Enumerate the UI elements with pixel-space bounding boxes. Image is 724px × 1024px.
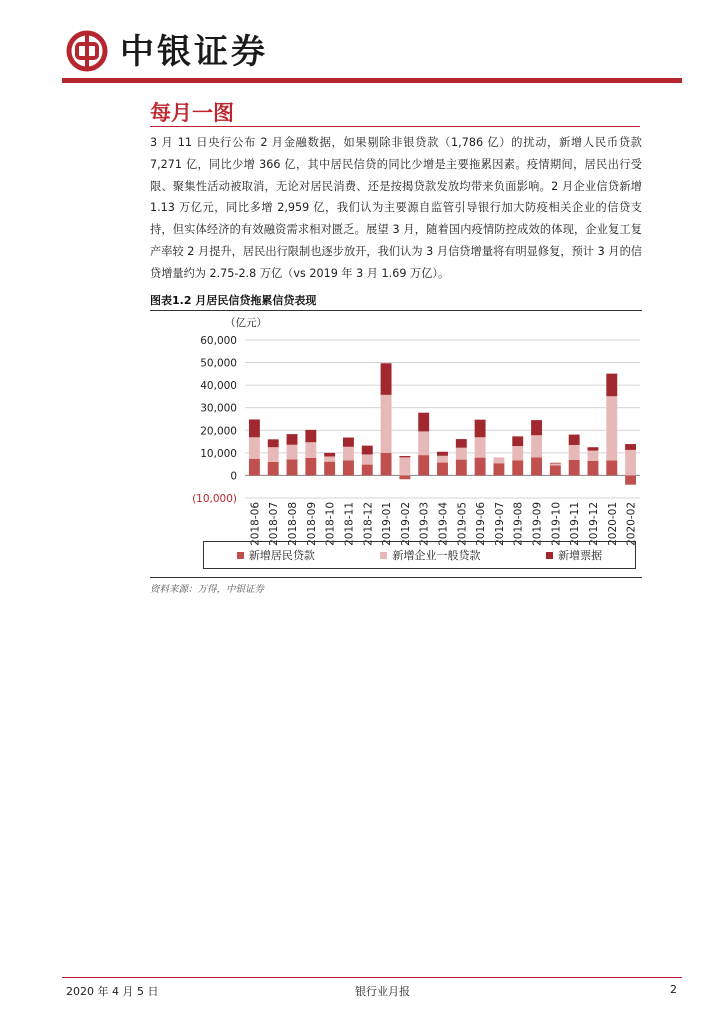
bar-segment xyxy=(550,463,561,464)
bar-segment xyxy=(606,396,617,460)
footer-page-number: 2 xyxy=(670,983,677,996)
y-tick-label: 10,000 xyxy=(200,447,237,460)
bar-segment xyxy=(343,460,354,475)
bar-segment xyxy=(456,460,467,476)
bar-segment xyxy=(249,459,260,476)
bar-segment xyxy=(437,452,448,456)
bar-segment xyxy=(418,413,429,432)
footer-report-name: 银行业月报 xyxy=(355,985,410,998)
bar-segment xyxy=(399,456,410,457)
bar-segment xyxy=(268,462,279,476)
bar-segment xyxy=(324,462,335,476)
x-tick-label: 2019-02 xyxy=(399,502,412,546)
bar-segment xyxy=(475,437,486,457)
bar-segment xyxy=(287,459,298,475)
chart-legend xyxy=(203,541,636,569)
footer-divider xyxy=(62,977,682,978)
bar-segment xyxy=(305,430,316,442)
y-tick-label: (10,000) xyxy=(192,493,237,505)
y-tick-label: 20,000 xyxy=(200,425,237,438)
bar-segment xyxy=(268,439,279,447)
bar-segment xyxy=(399,457,410,475)
bar-segment xyxy=(606,461,617,476)
bar-segment xyxy=(343,447,354,461)
bar-segment xyxy=(493,463,504,475)
section-title: 每月一图 xyxy=(150,100,234,125)
bar-segment xyxy=(475,458,486,476)
footer-date: 2020 年 4 月 5 日 xyxy=(66,985,159,998)
bar-segment xyxy=(588,461,599,476)
bar-segment xyxy=(287,445,298,460)
x-tick-label: 2019-07 xyxy=(493,502,506,546)
y-tick-label: 60,000 xyxy=(200,335,237,347)
bar-segment xyxy=(362,446,373,455)
x-tick-label: 2019-12 xyxy=(587,502,600,546)
x-tick-label: 2019-01 xyxy=(381,502,394,546)
bar-segment xyxy=(531,435,542,457)
y-tick-label: 40,000 xyxy=(200,380,237,393)
bar-segment xyxy=(249,437,260,458)
chart-bars xyxy=(249,363,636,484)
x-tick-label: 2019-10 xyxy=(550,502,563,546)
bar-segment xyxy=(569,460,580,476)
bar-segment xyxy=(550,463,561,465)
bank-of-china-logo-icon xyxy=(66,30,108,72)
x-tick-label: 2019-05 xyxy=(456,502,469,546)
x-tick-label: 2018-08 xyxy=(287,502,300,546)
bar-segment xyxy=(418,455,429,475)
bar-segment xyxy=(381,395,392,453)
bar-segment xyxy=(249,419,260,437)
figure-source: 资料来源：万得，中银证券 xyxy=(150,584,265,595)
bar-segment xyxy=(625,450,636,476)
x-tick-label: 2020-01 xyxy=(606,502,619,546)
bar-segment xyxy=(305,458,316,476)
legend-item-household xyxy=(237,547,315,563)
bar-segment xyxy=(588,451,599,461)
x-tick-label: 2019-03 xyxy=(418,502,431,546)
x-axis-ticks xyxy=(249,502,637,546)
bar-segment xyxy=(625,444,636,450)
bar-segment xyxy=(362,454,373,464)
brand-name: 中银证券 xyxy=(120,32,268,72)
bar-segment xyxy=(456,439,467,448)
stacked-bar-chart xyxy=(150,312,642,577)
figure-top-rule xyxy=(150,310,642,311)
legend-swatch-bills xyxy=(546,552,553,559)
x-tick-label: 2019-09 xyxy=(531,502,544,546)
legend-item-bills xyxy=(546,547,602,563)
bar-segment xyxy=(399,475,410,479)
x-tick-label: 2018-11 xyxy=(343,502,356,546)
y-tick-label: 50,000 xyxy=(200,357,237,370)
bar-segment xyxy=(531,420,542,435)
body-paragraph: 3 月 11 日央行公布 2 月金融数据，如果剔除非银贷款（1,786 亿）的扰动，新增人民币贷款 7,271 亿，同比少增 366 亿，其中居民信贷的同比少增是主要拖累因素。疫情期间，居民出行受限、聚集性活动被取消，无论对居民消费、还是按揭贷款发放均带来负面影响。2 月企业信贷新增 1.13 万亿元，同比多增 2,959 亿，我们认为主要源自监管引导银行加大防疫相关企业的信贷支持，但实体经济的有效融资需求相对匮乏。展望 3 月，随着国内疫情防控成效的体现，企业复工复产率较 2 月提升，居民出行限制也逐步放开，我们认为 3 月信贷增量将有明显修复，预计 3 月的信贷增量约为 2.75-2.8 万亿（vs 2019 年 3 月 1.69 万亿）。 xyxy=(150,136,642,280)
bar-segment xyxy=(625,475,636,484)
bar-segment xyxy=(324,453,335,457)
bar-segment xyxy=(531,457,542,475)
bar-segment xyxy=(381,453,392,476)
bar-segment xyxy=(550,465,561,475)
y-axis-unit-label: （亿元） xyxy=(225,317,267,329)
x-tick-label: 2018-07 xyxy=(268,502,281,546)
legend-item-corporate xyxy=(380,547,480,563)
bar-segment xyxy=(418,431,429,455)
bar-segment xyxy=(268,447,279,462)
x-tick-label: 2018-06 xyxy=(249,502,262,546)
bar-segment xyxy=(569,435,580,445)
bar-segment xyxy=(588,447,599,450)
legend-label-household: 新增居民贷款 xyxy=(248,549,315,562)
legend-label-corporate: 新增企业一般贷款 xyxy=(392,549,481,562)
page-header xyxy=(0,0,724,86)
x-tick-label: 2018-09 xyxy=(305,502,318,546)
bar-segment xyxy=(569,445,580,460)
bar-segment xyxy=(324,456,335,461)
bar-segment xyxy=(512,446,523,460)
x-tick-label: 2018-12 xyxy=(362,502,375,546)
x-tick-label: 2019-06 xyxy=(475,502,488,546)
bar-segment xyxy=(437,463,448,476)
y-tick-label: 0 xyxy=(230,470,237,483)
bar-segment xyxy=(456,448,467,460)
header-divider xyxy=(62,78,682,83)
bar-segment xyxy=(287,434,298,445)
bar-segment xyxy=(362,465,373,476)
x-tick-label: 2019-04 xyxy=(437,502,450,546)
bar-segment xyxy=(493,457,504,463)
x-tick-label: 2018-10 xyxy=(324,502,337,546)
x-tick-label: 2019-11 xyxy=(569,502,582,546)
bar-segment xyxy=(475,420,486,438)
bar-segment xyxy=(437,456,448,463)
figure-bottom-rule xyxy=(150,577,642,578)
x-tick-label: 2020-02 xyxy=(625,502,638,546)
bar-segment xyxy=(381,363,392,395)
legend-swatch-corporate xyxy=(380,552,387,559)
y-axis-ticks xyxy=(192,335,237,505)
legend-label-bills: 新增票据 xyxy=(558,549,603,562)
bar-segment xyxy=(606,374,617,397)
section-divider xyxy=(150,126,640,127)
x-tick-label: 2019-08 xyxy=(512,502,525,546)
bar-segment xyxy=(512,436,523,446)
bar-segment xyxy=(512,460,523,475)
legend-swatch-household xyxy=(237,552,244,559)
bar-segment xyxy=(343,438,354,447)
bar-segment xyxy=(305,442,316,458)
y-tick-label: 30,000 xyxy=(200,402,237,415)
figure-title: 图表1.2 月居民信贷拖累信贷表现 xyxy=(150,294,317,307)
